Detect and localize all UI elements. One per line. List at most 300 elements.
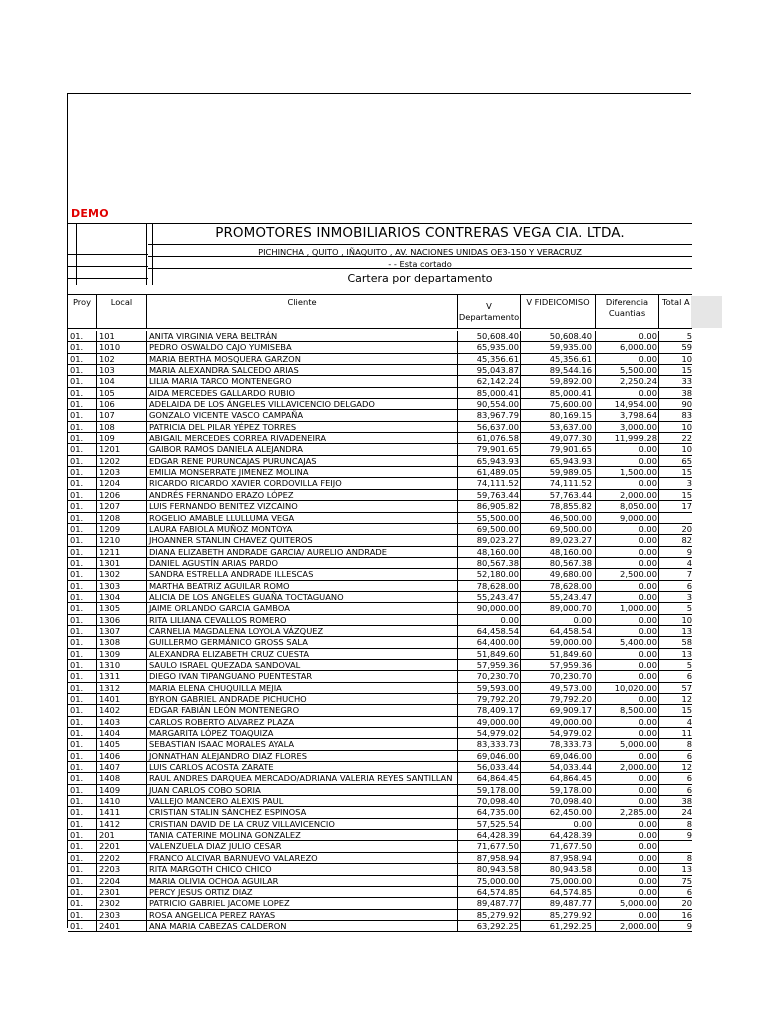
cell-total bbox=[661, 841, 692, 852]
cell-local: 107 bbox=[99, 410, 115, 421]
cell-v-departamento: 59,593.00 bbox=[476, 682, 519, 693]
cell-v-departamento: 70,098.40 bbox=[476, 796, 519, 807]
cell-v-fideicomiso: 45,356.61 bbox=[549, 353, 592, 364]
cell-v-departamento: 0.00 bbox=[500, 614, 519, 625]
cell-v-departamento: 69,046.00 bbox=[476, 750, 519, 761]
cell-cliente: RITA LILIANA CEVALLOS ROMERO bbox=[149, 614, 287, 625]
cell-local: 1203 bbox=[99, 467, 121, 478]
cell-total: 8 bbox=[686, 739, 692, 750]
cell-v-fideicomiso: 85,000.41 bbox=[549, 387, 592, 398]
cell-proy: 01. bbox=[70, 694, 84, 704]
table-row bbox=[68, 581, 692, 592]
cell-v-fideicomiso: 64,458.54 bbox=[549, 625, 592, 636]
cell-local: 1409 bbox=[99, 784, 121, 795]
cell-cliente: ROGELIO AMABLE LLULLUMA VEGA bbox=[149, 512, 295, 523]
cell-v-departamento: 79,901.65 bbox=[476, 444, 519, 455]
table-row bbox=[68, 705, 692, 716]
cell-v-departamento: 51,849.60 bbox=[476, 648, 519, 659]
table-row bbox=[68, 422, 692, 433]
table-row bbox=[68, 513, 692, 524]
cell-local: 2204 bbox=[99, 875, 121, 886]
cell-local: 1201 bbox=[99, 444, 121, 455]
cell-total: 59 bbox=[681, 342, 692, 353]
cell-total: 90 bbox=[681, 399, 692, 410]
cell-proy: 01. bbox=[70, 728, 84, 739]
cell-proy: 01. bbox=[70, 773, 84, 784]
report-state: - - Esta cortado bbox=[388, 259, 452, 269]
cell-local: 1304 bbox=[99, 591, 121, 602]
cell-local: 1408 bbox=[99, 773, 121, 784]
cell-diferencia: 14,954.00 bbox=[614, 399, 657, 410]
cell-v-departamento: 65,943.93 bbox=[476, 455, 519, 466]
cell-v-fideicomiso: 46,500.00 bbox=[549, 512, 592, 523]
table-row bbox=[68, 478, 692, 489]
cell-cliente: ALEXANDRA ELIZABETH CRUZ CUESTA bbox=[149, 648, 310, 659]
cell-local: 105 bbox=[99, 387, 115, 398]
cell-diferencia: 0.00 bbox=[638, 841, 657, 852]
cell-v-fideicomiso: 78,628.00 bbox=[549, 580, 592, 591]
cell-v-departamento: 56,033.44 bbox=[476, 762, 519, 773]
cell-local: 1403 bbox=[99, 716, 121, 727]
cell-v-fideicomiso: 62,450.00 bbox=[549, 807, 592, 818]
cell-proy: 01. bbox=[70, 365, 84, 376]
cell-diferencia: 0.00 bbox=[638, 659, 657, 670]
cell-cliente: JAIME ORLANDO GARCIA GAMBOA bbox=[149, 603, 290, 614]
cell-total: 9 bbox=[686, 920, 692, 931]
cell-proy: 01. bbox=[70, 762, 84, 773]
cell-v-fideicomiso: 64,574.85 bbox=[549, 886, 592, 897]
cell-local: 201 bbox=[99, 830, 115, 841]
cell-local: 1405 bbox=[99, 739, 121, 750]
cell-v-departamento: 64,400.00 bbox=[476, 637, 519, 648]
cell-proy: 01. bbox=[70, 342, 84, 353]
table-row bbox=[68, 569, 692, 580]
cell-v-fideicomiso: 80,567.38 bbox=[549, 557, 592, 568]
cell-v-fideicomiso: 78,333.73 bbox=[549, 739, 592, 750]
cell-v-fideicomiso: 57,763.44 bbox=[549, 489, 592, 500]
spreadsheet-page bbox=[67, 93, 692, 931]
cell-v-departamento: 64,735.00 bbox=[476, 807, 519, 818]
cell-total: 58 bbox=[681, 637, 692, 648]
cell-diferencia: 6,000.00 bbox=[620, 342, 657, 353]
cell-proy: 01. bbox=[70, 716, 84, 727]
table-row bbox=[68, 864, 692, 875]
table-row bbox=[68, 773, 692, 784]
cell-total: 12 bbox=[681, 762, 692, 773]
cell-v-fideicomiso: 49,680.00 bbox=[549, 569, 592, 580]
cell-local: 102 bbox=[99, 353, 115, 364]
cell-proy: 01. bbox=[70, 637, 84, 648]
cell-total: 10 bbox=[681, 421, 692, 432]
cell-cliente: PEDRO OSWALDO CAJO YUMISEBA bbox=[149, 342, 292, 353]
table-row bbox=[68, 592, 692, 603]
cell-diferencia: 9,000.00 bbox=[620, 512, 657, 523]
cell-proy: 01. bbox=[70, 796, 84, 807]
cell-local: 1204 bbox=[99, 478, 121, 489]
cell-local: 1301 bbox=[99, 557, 121, 568]
cell-v-fideicomiso: 89,023.27 bbox=[549, 535, 592, 546]
cell-cliente: DIANA ELIZABETH ANDRADE GARCIA/ AURELIO ANDRADE bbox=[149, 546, 388, 557]
cell-cliente: EMILIA MONSERRATE JIMENEZ MOLINA bbox=[149, 467, 309, 478]
cell-diferencia: 0.00 bbox=[638, 353, 657, 364]
cell-diferencia: 0.00 bbox=[638, 331, 657, 341]
cell-v-departamento: 48,160.00 bbox=[476, 546, 519, 557]
cell-proy: 01. bbox=[70, 387, 84, 398]
cell-local: 1402 bbox=[99, 705, 121, 716]
cell-proy: 01. bbox=[70, 898, 84, 909]
cell-v-departamento: 85,279.92 bbox=[476, 909, 519, 920]
col-proy: Proy bbox=[72, 297, 92, 307]
cell-v-fideicomiso: 49,573.00 bbox=[549, 682, 592, 693]
cell-total: 83 bbox=[681, 410, 692, 421]
cell-proy: 01. bbox=[70, 682, 84, 693]
cell-proy: 01. bbox=[70, 841, 84, 852]
table-row bbox=[68, 524, 692, 535]
cell-proy: 01. bbox=[70, 852, 84, 863]
cell-proy: 01. bbox=[70, 569, 84, 580]
cell-v-fideicomiso: 65,943.93 bbox=[549, 455, 592, 466]
cell-cliente: SEBASTIAN ISAAC MORALES AYALA bbox=[149, 739, 295, 750]
cell-cliente: CARNELIA MAGDALENA LOYOLA VÁZQUEZ bbox=[149, 625, 324, 636]
table-row bbox=[68, 342, 692, 353]
cell-v-departamento: 95,043.87 bbox=[476, 365, 519, 376]
cell-cliente: ADELAIDA DE LOS ÁNGELES VILLAVICENCIO DELGADO bbox=[149, 399, 375, 410]
cell-v-departamento: 50,608.40 bbox=[476, 331, 519, 341]
cell-v-fideicomiso: 89,487.77 bbox=[549, 898, 592, 909]
cell-total: 9 bbox=[686, 830, 692, 841]
cell-cliente: LILIA MARIA TARCO MONTENEGRO bbox=[149, 376, 292, 387]
cell-local: 1307 bbox=[99, 625, 121, 636]
cell-local: 1310 bbox=[99, 659, 121, 670]
cell-cliente: PATRICIA DEL PILAR YÉPEZ TORRES bbox=[149, 421, 297, 432]
table-row bbox=[68, 739, 692, 750]
cell-v-fideicomiso: 70,230.70 bbox=[549, 671, 592, 682]
table-row bbox=[68, 830, 692, 841]
cell-proy: 01. bbox=[70, 614, 84, 625]
cell-cliente: SANDRA ESTRELLA ANDRADE ILLESCAS bbox=[149, 569, 314, 580]
cell-cliente: JONNATHAN ALEJANDRO DIAZ FLORES bbox=[149, 750, 308, 761]
cell-v-fideicomiso: 48,160.00 bbox=[549, 546, 592, 557]
cell-cliente: CRISTIAN DAVID DE LA CRUZ VILLAVICENCIO bbox=[149, 818, 335, 829]
table-row bbox=[68, 887, 692, 898]
table-row bbox=[68, 853, 692, 864]
cell-proy: 01. bbox=[70, 535, 84, 546]
cell-v-fideicomiso: 51,849.60 bbox=[549, 648, 592, 659]
table-row bbox=[68, 444, 692, 455]
table-row bbox=[68, 807, 692, 818]
cell-local: 1202 bbox=[99, 455, 121, 466]
cell-v-fideicomiso: 71,677.50 bbox=[549, 841, 592, 852]
cell-cliente: SAULO ISRAEL QUEZADA SANDOVAL bbox=[149, 659, 301, 670]
table-row bbox=[68, 841, 692, 852]
cell-v-departamento: 52,180.00 bbox=[476, 569, 519, 580]
table-row bbox=[68, 626, 692, 637]
cell-proy: 01. bbox=[70, 920, 84, 931]
cell-local: 2202 bbox=[99, 852, 121, 863]
table-row bbox=[68, 433, 692, 444]
cell-v-departamento: 75,000.00 bbox=[476, 875, 519, 886]
cell-total: 13 bbox=[681, 648, 692, 659]
cell-diferencia: 0.00 bbox=[638, 535, 657, 546]
table-row bbox=[68, 751, 692, 762]
cell-proy: 01. bbox=[70, 705, 84, 716]
table-row bbox=[68, 501, 692, 512]
cell-total: 8 bbox=[686, 852, 692, 863]
cell-diferencia: 5,000.00 bbox=[620, 898, 657, 909]
cell-local: 101 bbox=[99, 331, 115, 341]
cell-v-departamento: 89,487.77 bbox=[476, 898, 519, 909]
cell-proy: 01. bbox=[70, 331, 84, 341]
cell-cliente: LAURA FABIOLA MUÑOZ MONTOYA bbox=[149, 523, 293, 534]
cell-v-fideicomiso: 59,000.00 bbox=[549, 637, 592, 648]
cell-cliente: CRISTIAN STALIN SÁNCHEZ ESPINOSA bbox=[149, 807, 307, 818]
cell-diferencia: 0.00 bbox=[638, 625, 657, 636]
cell-total: 20 bbox=[681, 898, 692, 909]
cell-v-departamento: 70,230.70 bbox=[476, 671, 519, 682]
cell-v-departamento: 64,864.45 bbox=[476, 773, 519, 784]
cell-v-fideicomiso: 59,178.00 bbox=[549, 784, 592, 795]
cell-cliente: DANIEL AGUSTÍN ARIAS PARDO bbox=[149, 557, 279, 568]
cell-total: 13 bbox=[681, 625, 692, 636]
cell-diferencia: 0.00 bbox=[638, 591, 657, 602]
cell-total: 3 bbox=[686, 478, 692, 489]
cell-v-fideicomiso: 69,909.17 bbox=[549, 705, 592, 716]
cell-v-fideicomiso: 75,000.00 bbox=[549, 875, 592, 886]
table-row bbox=[68, 490, 692, 501]
cell-proy: 01. bbox=[70, 603, 84, 614]
cell-proy: 01. bbox=[70, 421, 84, 432]
cell-proy: 01. bbox=[70, 580, 84, 591]
table-row bbox=[68, 410, 692, 421]
col-v-departamento: V Departamento bbox=[458, 300, 520, 322]
cell-total: 6 bbox=[686, 886, 692, 897]
cell-v-fideicomiso: 80,169.15 bbox=[549, 410, 592, 421]
cell-diferencia: 0.00 bbox=[638, 728, 657, 739]
cell-proy: 01. bbox=[70, 739, 84, 750]
cell-proy: 01. bbox=[70, 625, 84, 636]
cell-diferencia: 0.00 bbox=[638, 523, 657, 534]
cell-cliente: EDGAR FABIÁN LEÓN MONTENEGRO bbox=[149, 705, 300, 716]
cell-cliente: ANDRÉS FERNANDO ERAZO LÓPEZ bbox=[149, 489, 294, 500]
cell-diferencia: 0.00 bbox=[638, 716, 657, 727]
cell-proy: 01. bbox=[70, 353, 84, 364]
table-row bbox=[68, 547, 692, 558]
cell-v-fideicomiso: 54,979.02 bbox=[549, 728, 592, 739]
cell-diferencia: 2,000.00 bbox=[620, 762, 657, 773]
cell-local: 1211 bbox=[99, 546, 121, 557]
cell-v-departamento: 59,763.44 bbox=[476, 489, 519, 500]
cell-proy: 01. bbox=[70, 512, 84, 523]
cell-v-departamento: 83,333.73 bbox=[476, 739, 519, 750]
cell-diferencia: 2,000.00 bbox=[620, 920, 657, 931]
cell-proy: 01. bbox=[70, 909, 84, 920]
cell-v-departamento: 61,489.05 bbox=[476, 467, 519, 478]
cell-cliente: MARTHA BEATRIZ AGUILAR ROMO bbox=[149, 580, 290, 591]
cell-local: 2302 bbox=[99, 898, 121, 909]
cell-cliente: RICARDO RICARDO XAVIER CORDOVILLA FEIJO bbox=[149, 478, 342, 489]
cell-v-fideicomiso: 59,892.00 bbox=[549, 376, 592, 387]
cell-diferencia: 5,400.00 bbox=[620, 637, 657, 648]
cell-diferencia: 8,500.00 bbox=[620, 705, 657, 716]
cell-diferencia: 0.00 bbox=[638, 773, 657, 784]
cell-proy: 01. bbox=[70, 671, 84, 682]
cell-v-departamento: 89,023.27 bbox=[476, 535, 519, 546]
cell-v-departamento: 56,637.00 bbox=[476, 421, 519, 432]
cell-cliente: LUIS FERNANDO BENITEZ VIZCAINO bbox=[149, 501, 298, 512]
cell-cliente: CARLOS ROBERTO ALVAREZ PLAZA bbox=[149, 716, 295, 727]
cell-diferencia: 3,798.64 bbox=[620, 410, 657, 421]
cell-local: 1412 bbox=[99, 818, 121, 829]
cell-total: 10 bbox=[681, 614, 692, 625]
cell-local: 1302 bbox=[99, 569, 121, 580]
cell-cliente: JUAN CARLOS COBO SORIA bbox=[149, 784, 261, 795]
cell-diferencia: 0.00 bbox=[638, 830, 657, 841]
cell-v-fideicomiso: 79,901.65 bbox=[549, 444, 592, 455]
cell-v-departamento: 74,111.52 bbox=[476, 478, 519, 489]
cell-v-fideicomiso: 57,959.36 bbox=[549, 659, 592, 670]
cell-v-fideicomiso: 64,428.39 bbox=[549, 830, 592, 841]
cell-cliente: ABIGAIL MERCEDES CORREA RIVADENEIRA bbox=[149, 433, 327, 444]
cell-local: 2201 bbox=[99, 841, 121, 852]
cell-diferencia: 10,020.00 bbox=[614, 682, 657, 693]
cell-cliente: LUIS CARLOS ACOSTA ZARATE bbox=[149, 762, 274, 773]
cell-v-departamento: 45,356.61 bbox=[476, 353, 519, 364]
cell-proy: 01. bbox=[70, 399, 84, 410]
cell-cliente: TANIA CATERINE MOLINA GONZALEZ bbox=[149, 830, 301, 841]
cell-total bbox=[661, 513, 692, 524]
cell-cliente: JHOANNER STANLIN CHAVEZ QUITEROS bbox=[149, 535, 313, 546]
cell-proy: 01. bbox=[70, 501, 84, 512]
cell-diferencia: 8,050.00 bbox=[620, 501, 657, 512]
cell-diferencia: 11,999.28 bbox=[614, 433, 657, 444]
cell-total: 5 bbox=[686, 603, 692, 614]
cell-proy: 01. bbox=[70, 886, 84, 897]
company-name: PROMOTORES INMOBILIARIOS CONTRERAS VEGA CIA. LTDA. bbox=[215, 225, 625, 241]
cell-proy: 01. bbox=[70, 659, 84, 670]
cell-v-departamento: 64,428.39 bbox=[476, 830, 519, 841]
cell-v-departamento: 55,500.00 bbox=[476, 512, 519, 523]
cell-local: 1410 bbox=[99, 796, 121, 807]
table-row bbox=[68, 558, 692, 569]
table-row bbox=[68, 898, 692, 909]
table-row bbox=[68, 671, 692, 682]
cell-v-departamento: 85,000.41 bbox=[476, 387, 519, 398]
cell-diferencia: 0.00 bbox=[638, 864, 657, 875]
cell-total: 17 bbox=[681, 501, 692, 512]
table-row bbox=[68, 785, 692, 796]
cell-diferencia: 0.00 bbox=[638, 557, 657, 568]
cell-diferencia: 0.00 bbox=[638, 852, 657, 863]
cell-total: 22 bbox=[681, 433, 692, 444]
cell-total: 15 bbox=[681, 705, 692, 716]
cell-v-departamento: 87,958.94 bbox=[476, 852, 519, 863]
cell-v-departamento: 69,500.00 bbox=[476, 523, 519, 534]
cell-v-fideicomiso: 0.00 bbox=[573, 614, 592, 625]
cell-diferencia: 0.00 bbox=[638, 444, 657, 455]
demo-watermark: DEMO bbox=[71, 207, 109, 220]
cell-total: 24 bbox=[681, 807, 692, 818]
cell-v-fideicomiso: 69,046.00 bbox=[549, 750, 592, 761]
cell-local: 108 bbox=[99, 421, 115, 432]
cell-v-fideicomiso: 59,935.00 bbox=[549, 342, 592, 353]
cell-v-fideicomiso: 50,608.40 bbox=[549, 331, 592, 341]
cell-v-fideicomiso: 55,243.47 bbox=[549, 591, 592, 602]
scrollbar-thumb[interactable] bbox=[691, 296, 722, 328]
cell-v-fideicomiso: 49,000.00 bbox=[549, 716, 592, 727]
table-row bbox=[68, 399, 692, 410]
cell-v-departamento: 80,567.38 bbox=[476, 557, 519, 568]
cell-v-departamento: 63,292.25 bbox=[476, 920, 519, 931]
table-row bbox=[68, 910, 692, 921]
report-title: Cartera por departamento bbox=[347, 272, 493, 285]
cell-cliente: GAIBOR RAMOS DANIELA ALEJANDRA bbox=[149, 444, 303, 455]
cell-local: 103 bbox=[99, 365, 115, 376]
cell-diferencia: 1,500.00 bbox=[620, 467, 657, 478]
cell-v-fideicomiso: 61,292.25 bbox=[549, 920, 592, 931]
table-row bbox=[68, 615, 692, 626]
cell-proy: 01. bbox=[70, 410, 84, 421]
cell-total: 11 bbox=[681, 728, 692, 739]
cell-cliente: MARIA ALEXANDRA SALCEDO ARIAS bbox=[149, 365, 299, 376]
cell-proy: 01. bbox=[70, 433, 84, 444]
cell-cliente: RITA MARGOTH CHICO CHICO bbox=[149, 864, 272, 875]
cell-total: 20 bbox=[681, 523, 692, 534]
cell-local: 1308 bbox=[99, 637, 121, 648]
cell-diferencia: 0.00 bbox=[638, 478, 657, 489]
cell-total: 75 bbox=[681, 875, 692, 886]
cell-v-fideicomiso: 64,864.45 bbox=[549, 773, 592, 784]
cell-proy: 01. bbox=[70, 376, 84, 387]
cell-diferencia: 0.00 bbox=[638, 671, 657, 682]
cell-v-fideicomiso: 59,989.05 bbox=[549, 467, 592, 478]
cell-proy: 01. bbox=[70, 546, 84, 557]
cell-cliente: ROSA ANGELICA PEREZ RAYAS bbox=[149, 909, 276, 920]
cell-cliente: MARIA ELENA CHUQUILLA MEJIA bbox=[149, 682, 282, 693]
cell-local: 1406 bbox=[99, 750, 121, 761]
col-local: Local bbox=[110, 297, 133, 307]
col-v-fideicomiso: V FIDEICOMISO bbox=[526, 297, 590, 307]
cell-cliente: PATRICIO GABRIEL JACOME LOPEZ bbox=[149, 898, 290, 909]
cell-local: 1209 bbox=[99, 523, 121, 534]
cell-proy: 01. bbox=[70, 830, 84, 841]
cell-cliente: MARGARITA LÓPEZ TOAQUIZA bbox=[149, 728, 274, 739]
cell-total: 12 bbox=[681, 694, 692, 704]
cell-diferencia: 0.00 bbox=[638, 818, 657, 829]
cell-cliente: PERCY JESUS ORTIZ DIAZ bbox=[149, 886, 253, 897]
cell-local: 2303 bbox=[99, 909, 121, 920]
cell-cliente: AIDA MERCEDES GALLARDO RUBIO bbox=[149, 387, 296, 398]
cell-total: 8 bbox=[686, 818, 692, 829]
cell-total: 7 bbox=[686, 569, 692, 580]
cell-diferencia: 0.00 bbox=[638, 909, 657, 920]
col-diferencia: Diferencia Cuantias bbox=[605, 297, 649, 318]
cell-local: 1010 bbox=[99, 342, 121, 353]
cell-total: 15 bbox=[681, 467, 692, 478]
cell-cliente: GUILLERMO GERMÁNICO GROSS SALA bbox=[149, 637, 308, 648]
table-row bbox=[68, 796, 692, 807]
cell-cliente: EDGAR RENE PURUNCAJAS PURUNCAJAS bbox=[149, 455, 317, 466]
table-row bbox=[68, 456, 692, 467]
cell-proy: 01. bbox=[70, 455, 84, 466]
cell-local: 1305 bbox=[99, 603, 121, 614]
cell-v-fideicomiso: 75,600.00 bbox=[549, 399, 592, 410]
cell-diferencia: 0.00 bbox=[638, 614, 657, 625]
table-row bbox=[68, 376, 692, 387]
company-address: PICHINCHA , QUITO , IÑAQUITO , AV. NACIONES UNIDAS OE3-150 Y VERACRUZ bbox=[258, 247, 582, 257]
cell-cliente: BYRON GABRIEL ANDRADE PICHUCHO bbox=[149, 694, 307, 704]
cell-local: 104 bbox=[99, 376, 115, 387]
table-row bbox=[68, 876, 692, 887]
